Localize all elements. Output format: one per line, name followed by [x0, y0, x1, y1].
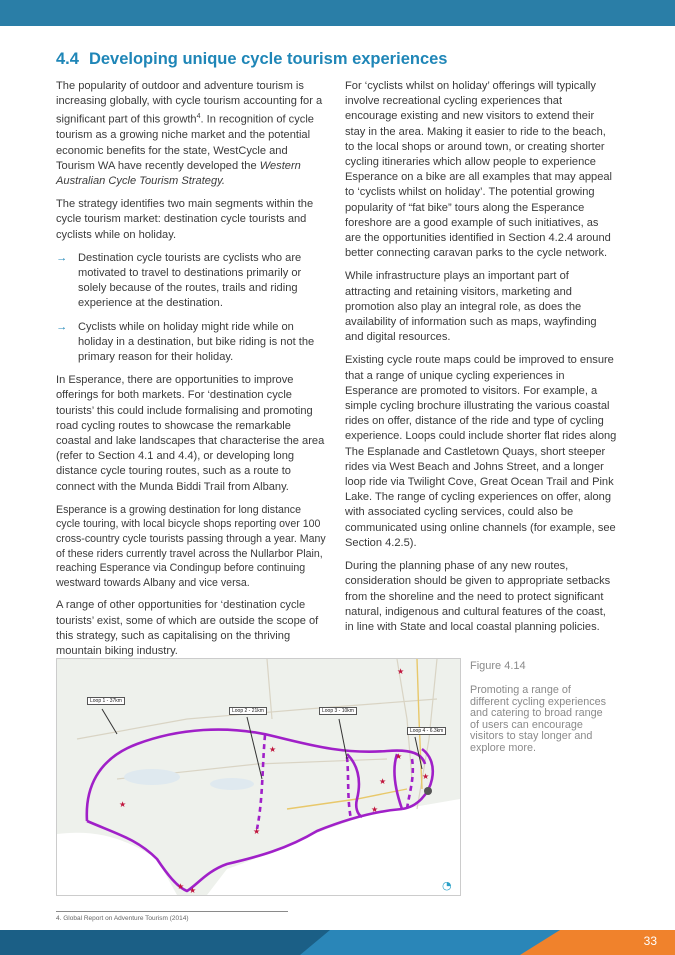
svg-text:★: ★ — [119, 800, 127, 809]
paragraph: During the planning phase of any new routes, consideration should be given to appropriate setbacks from the shoreline and the need to protect significant natural, indigenous and cultural features of the coast, in line with State and local coastal planning policies. — [345, 560, 611, 633]
map-graphic — [57, 659, 460, 895]
bullet-item — [56, 251, 328, 312]
loop-label: Loop 3 - 10km — [319, 707, 357, 715]
paragraph — [56, 79, 328, 189]
bullet-text: Cyclists while on holiday might ride while on holiday in a destination, but bike riding is not the primary reason for their holiday. — [78, 320, 315, 363]
bullet-item — [56, 320, 328, 366]
loop-label: Loop 4 - 6.3km — [407, 727, 446, 735]
bullet-text: Destination cycle tourists are cyclists who are motivated to travel to destinations primarily or solely because of the routes, trails and riding experience at the destination. — [78, 251, 302, 310]
paragraph: Existing cycle route maps could be improved to ensure that a range of unique cycling experiences in Esperance are promoted to visitors. For example, a simple cycling brochure illustrating the various coastal rides on offer, distance of the ride and type of cycling experience. Loops could include shorter flat rides along The Esplanade and Castletown Quays, short steeper rides via West Beach and Johns Street, and a longer loop ride via Twilight Cove, Great Ocean Trail and Pink Lake. The range of cycling experiences on offer, along with associated cycling services, could also be communicated using online channels (for example, see Section 4.2.5). — [345, 354, 617, 549]
section-title: Developing unique cycle tourism experiences — [88, 50, 448, 68]
paragraph-text: . In recognition of cycle tourism as a growing niche market and the potential economic benefits for the state, WestCycle and Tourism WA have recently developed the — [56, 114, 314, 172]
svg-text:★: ★ — [397, 667, 405, 676]
figure-label: Figure 4.14 — [470, 660, 526, 672]
loop-label: Loop 2 - 21km — [229, 707, 267, 715]
section-number: 4.4 — [56, 50, 79, 68]
paragraph: A range of other opportunities for ‘destination cycle tourists’ exist, some of which are outside the scope of this strategy, such as capitalising on the thriving mountain biking industry. — [56, 599, 319, 657]
left-column — [56, 79, 328, 667]
arrow-right-icon: → — [56, 251, 68, 264]
figure-caption: Promoting a range of different cycling experiences and catering to broad range of users can encourage visitors to stay longer and explore more. — [470, 684, 607, 754]
loop-label: Loop 1 - 37km — [87, 697, 125, 705]
svg-text:★: ★ — [269, 745, 277, 754]
top-color-bar — [0, 0, 675, 26]
paragraph: In Esperance, there are opportunities to improve offerings for both markets. For ‘destination cycle tourists’ this could include formalising and promoting road cycling routes to showcase the remarkable coastal and lake landscapes that characterise the area (refer to Section 4.1 and 4.4), or developing long distance cycle touring routes, such as a route to connect with the Munda Biddi Trail from Albany. — [56, 374, 325, 493]
paragraph: While infrastructure plays an important part of attracting and retaining visitors, marketing and promotion also play an integral role, as does the availability of information such as maps, wayfinding and digital resources. — [345, 270, 597, 344]
svg-text:★: ★ — [371, 805, 379, 814]
page-number: 33 — [643, 934, 657, 948]
svg-text:★: ★ — [189, 886, 197, 895]
svg-text:★: ★ — [253, 827, 261, 836]
svg-text:★: ★ — [177, 882, 185, 891]
paragraph: Esperance is a growing destination for long distance cycle touring, with local bicycle shops reporting over 100 cross-country cycle tourists passing through a year. Many of these riders currently travel across the Nullarbor Plain, reaching Esperance via Condingup before continuing westward towards Albany and vice versa. — [56, 503, 326, 589]
footnote-divider — [56, 911, 288, 912]
paragraph-text: The popularity of outdoor and adventure tourism is increasing globally, with cycle tourism accounting for a significant part of this growth — [56, 80, 323, 127]
bottom-color-bar — [0, 930, 675, 955]
section-heading — [56, 50, 447, 69]
arrow-right-icon: → — [56, 320, 68, 333]
strategy-title: Western Australian Cycle Tourism Strategy. — [56, 159, 301, 187]
svg-text:★: ★ — [379, 777, 387, 786]
footnote-ref: 4 — [196, 113, 201, 121]
cycle-loops-map — [56, 658, 461, 896]
svg-text:★: ★ — [395, 752, 403, 761]
right-column — [345, 79, 617, 643]
paragraph: The strategy identifies two main segments within the cycle tourism market: destination cycle tourists and cyclists while on holiday. — [56, 198, 314, 241]
svg-text:★: ★ — [422, 772, 430, 781]
svg-text:◔: ◔ — [442, 879, 452, 892]
paragraph: For ‘cyclists whilst on holiday’ offerings will typically involve recreational cycling experiences that encourage existing and new visitors to extend their stay in the area. Making it easier to ride to the beach, to the local shops or around town, or creating shorter cycling itineraries which allow people to experience Esperance on a bike are all examples that may appeal to ‘cyclists whilst on holiday’. The potential growing popularity of “fat bike” tours along the Esperance foreshore are a good example of such initiatives, as are the opportunities identified in Section 4.2.4 around better connecting caravan parks to the cycle network. — [345, 80, 613, 260]
footnote: 4. Global Report on Adventure Tourism (2014) — [56, 915, 189, 922]
